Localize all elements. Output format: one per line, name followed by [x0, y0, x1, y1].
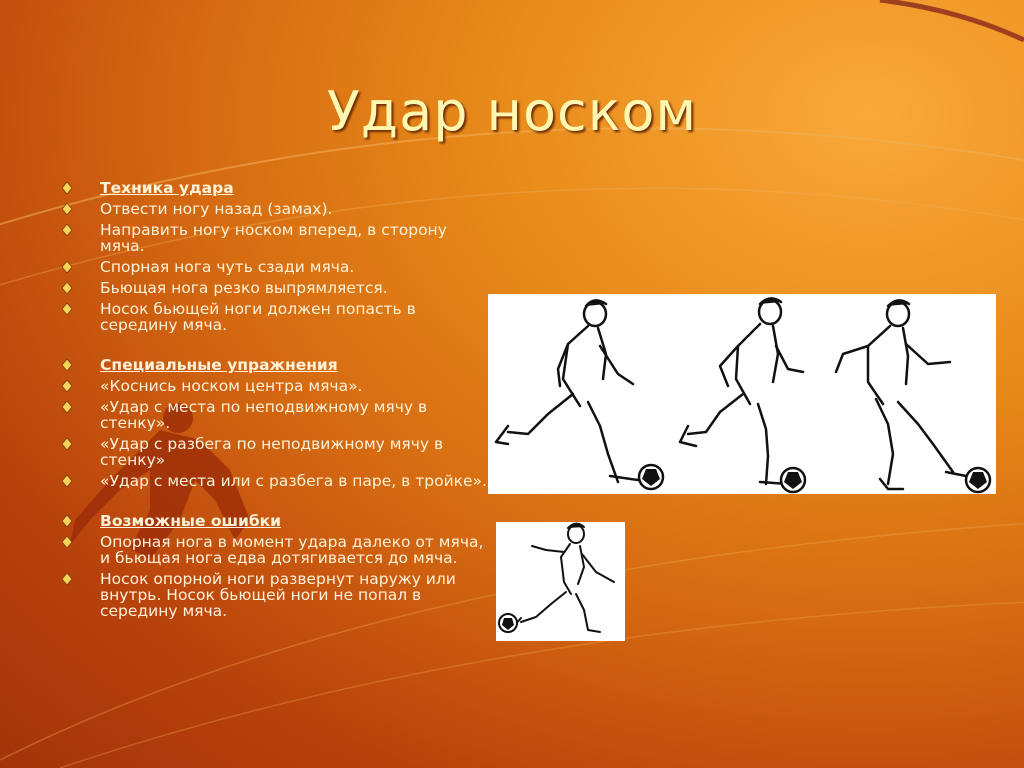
list-item-text: Спорная нога чуть сзади мяча.: [100, 258, 355, 276]
bullet-icon: [62, 282, 72, 294]
list-heading: [62, 513, 492, 529]
bullet-icon: [62, 536, 72, 548]
list-heading: [62, 180, 492, 196]
list-item-text: Носок бьющей ноги должен попасть в середину мяча.: [100, 300, 416, 334]
list-item: [62, 534, 492, 566]
kick-error-image: [496, 522, 625, 641]
list-item: [62, 222, 492, 254]
list-item-text: «Удар с места или с разбега в паре, в тройке».: [100, 472, 487, 490]
bullet-icon: [62, 261, 72, 273]
bullet-icon: [62, 475, 72, 487]
kick-error-drawing: [496, 522, 625, 641]
list-item-text: Опорная нога в момент удара далеко от мяча, и бьющая нога едва дотягивается до мяча.: [100, 533, 484, 567]
player-figure: [496, 300, 638, 482]
list-item: [62, 571, 492, 619]
section-heading: Возможные ошибки: [100, 512, 282, 530]
spacer: [62, 338, 492, 357]
list-item: [62, 301, 492, 333]
list-item-text: Направить ногу носком вперед, в сторону мяча.: [100, 221, 447, 255]
list-item: [62, 280, 492, 296]
list-item-text: Носок опорной ноги развернут наружу или внутрь. Носок бьющей ноги не попал в середину мяча.: [100, 570, 456, 620]
spacer: [62, 494, 492, 513]
list-item: [62, 378, 492, 394]
list-item-text: «Коснись носком центра мяча».: [100, 377, 363, 395]
list-item-text: «Удар с места по неподвижному мячу в стенку».: [100, 398, 428, 432]
kick-sequence-drawing: [488, 294, 996, 494]
content-list: [62, 180, 492, 624]
list-item: [62, 399, 492, 431]
list-item: [62, 201, 492, 217]
list-item: [62, 436, 492, 468]
bullet-icon: [62, 573, 72, 585]
player-figure: [680, 298, 803, 484]
list-item-text: «Удар с разбега по неподвижному мячу в стенку»: [100, 435, 444, 469]
bullet-icon: [62, 380, 72, 392]
section-heading: Техника удара: [100, 179, 234, 197]
bullet-icon: [62, 359, 72, 371]
list-item: [62, 259, 492, 275]
list-item-text: Бьющая нога резко выпрямляется.: [100, 279, 388, 297]
bullet-icon: [62, 203, 72, 215]
bullet-icon: [62, 401, 72, 413]
list-heading: [62, 357, 492, 373]
player-figure: [836, 300, 966, 489]
list-item: [62, 473, 492, 489]
section-heading: Специальные упражнения: [100, 356, 338, 374]
kick-sequence-image: [488, 294, 996, 494]
list-item-text: Отвести ногу назад (замах).: [100, 200, 333, 218]
bullet-icon: [62, 182, 72, 194]
slide-title: Удар носком: [326, 80, 698, 143]
bullet-icon: [62, 303, 72, 315]
bullet-icon: [62, 438, 72, 450]
bullet-icon: [62, 224, 72, 236]
bullet-icon: [62, 515, 72, 527]
